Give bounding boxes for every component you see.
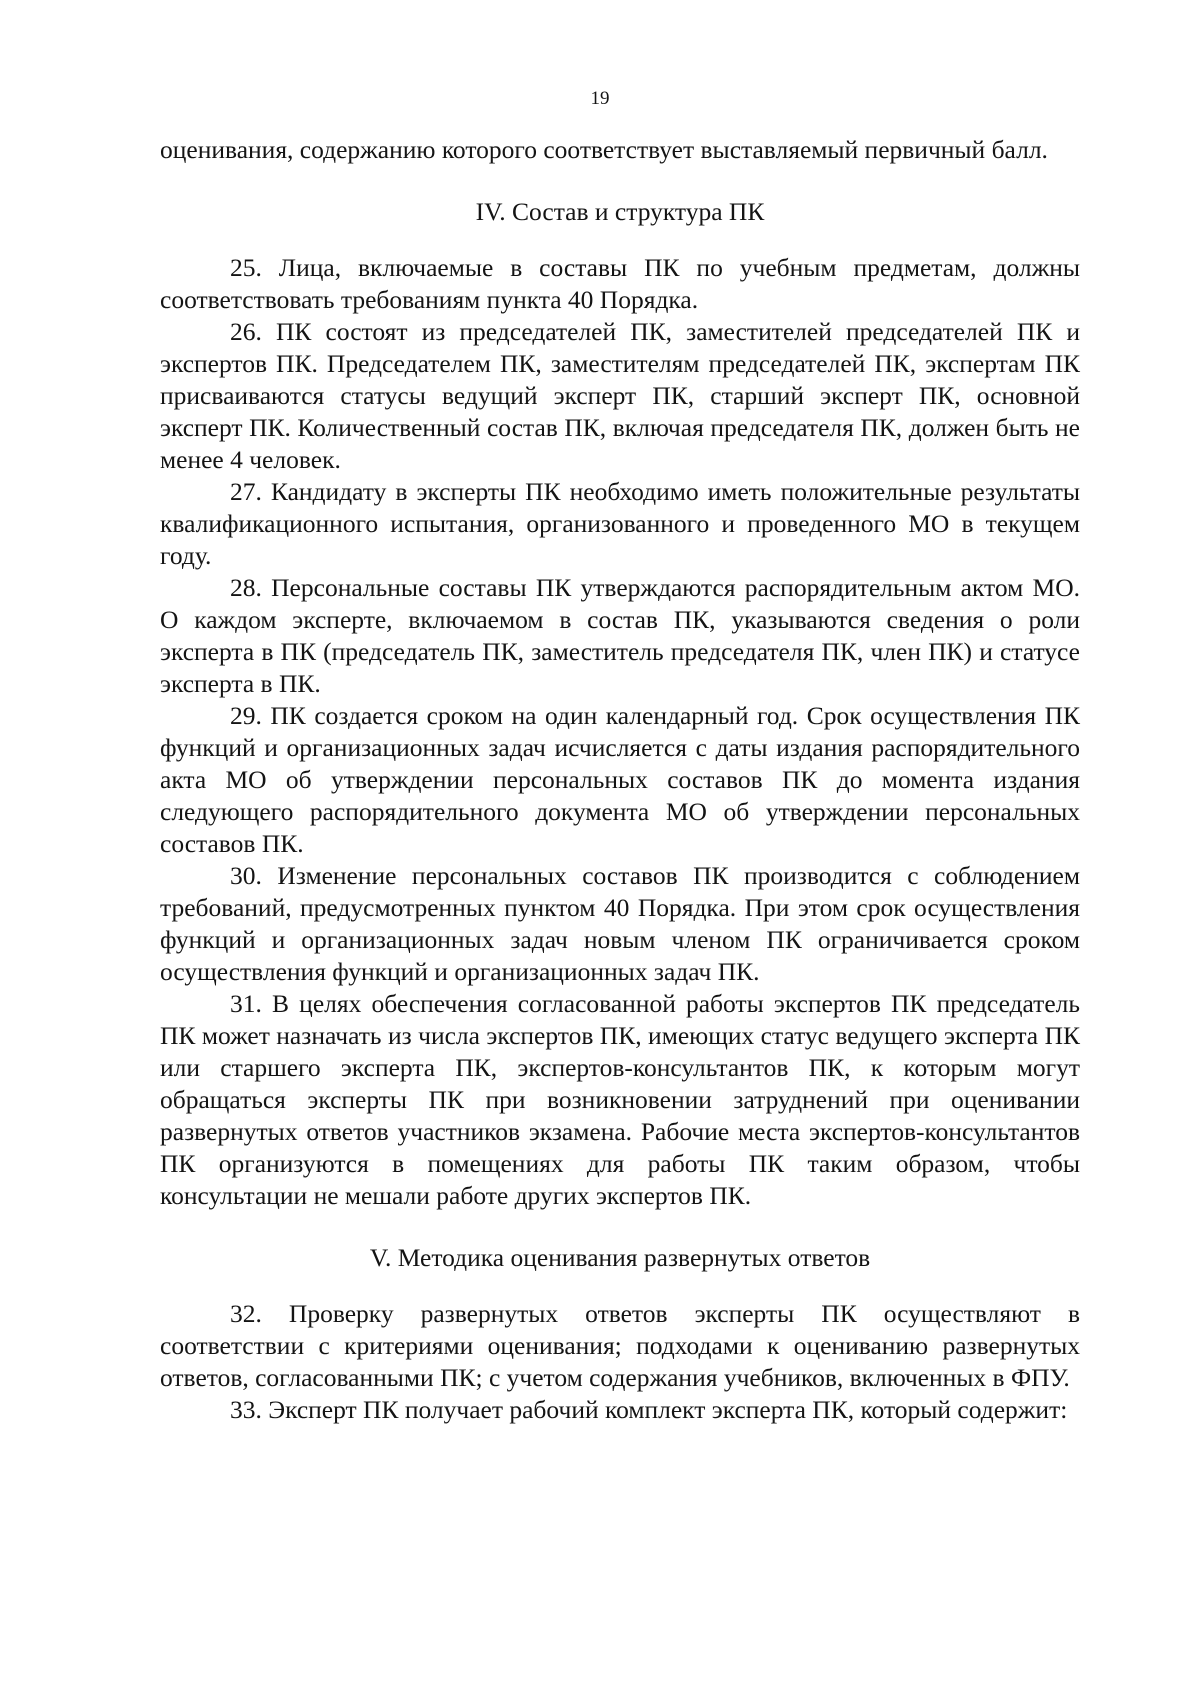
paragraph-29: 29. ПК создается сроком на один календарный год. Срок осуществления ПК функций и организационных задач исчисляется с даты издания распорядительного акта МО об утверждении персональных составов ПК до момента издания следующего распорядительного документа МО об утверждении персональных составов ПК.	[160, 701, 1080, 858]
paragraph-27: 27. Кандидату в эксперты ПК необходимо иметь положительные результаты квалификационного испытания, организованного и проведенного МО в текущем году.	[160, 477, 1080, 570]
section-heading-iv: IV. Состав и структура ПК	[475, 197, 765, 226]
paragraph-33: 33. Эксперт ПК получает рабочий комплект эксперта ПК, который содержит:	[230, 1395, 1068, 1424]
document-body	[160, 134, 1080, 1426]
paragraph-30: 30. Изменение персональных составов ПК производится с соблюдением требований, предусмотренных пунктом 40 Порядка. При этом срок осуществления функций и организационных задач новым членом ПК ограничивается сроком осуществления функций и организационных задач ПК.	[160, 861, 1080, 986]
section-heading-v: V. Методика оценивания развернутых ответов	[369, 1243, 871, 1272]
continuation-paragraph: оценивания, содержанию которого соответствует выставляемый первичный балл.	[160, 135, 1048, 164]
paragraph-32: 32. Проверку развернутых ответов эксперты ПК осуществляют в соответствии с критериями оценивания; подходами к оцениванию развернутых ответов, согласованными ПК; с учетом содержания учебников, включенных в ФПУ.	[160, 1299, 1080, 1392]
paragraph-26: 26. ПК состоят из председателей ПК, заместителей председателей ПК и экспертов ПК. Председателем ПК, заместителям председателей ПК, экспертам ПК присваиваются статусы ведущий эксперт ПК, старший эксперт ПК, основной эксперт ПК. Количественный состав ПК, включая председателя ПК, должен быть не менее 4 человек.	[160, 317, 1080, 474]
page-number: 19	[590, 88, 610, 109]
paragraph-31: 31. В целях обеспечения согласованной работы экспертов ПК председатель ПК может назначать из числа экспертов ПК, имеющих статус ведущего эксперта ПК или старшего эксперта ПК, экспертов-консультантов ПК, к которым могут обращаться эксперты ПК при возникновении затруднений при оценивании развернутых ответов участников экзамена. Рабочие места экспертов-консультантов ПК организуются в помещениях для работы ПК таким образом, чтобы консультации не мешали работе других экспертов ПК.	[160, 989, 1080, 1210]
paragraph-25: 25. Лица, включаемые в составы ПК по учебным предметам, должны соответствовать требованиям пункта 40 Порядка.	[160, 253, 1080, 314]
paragraph-28: 28. Персональные составы ПК утверждаются распорядительным актом МО. О каждом эксперте, включаемом в состав ПК, указываются сведения о роли эксперта в ПК (председатель ПК, заместитель председателя ПК, член ПК) и статусе эксперта в ПК.	[160, 573, 1080, 698]
